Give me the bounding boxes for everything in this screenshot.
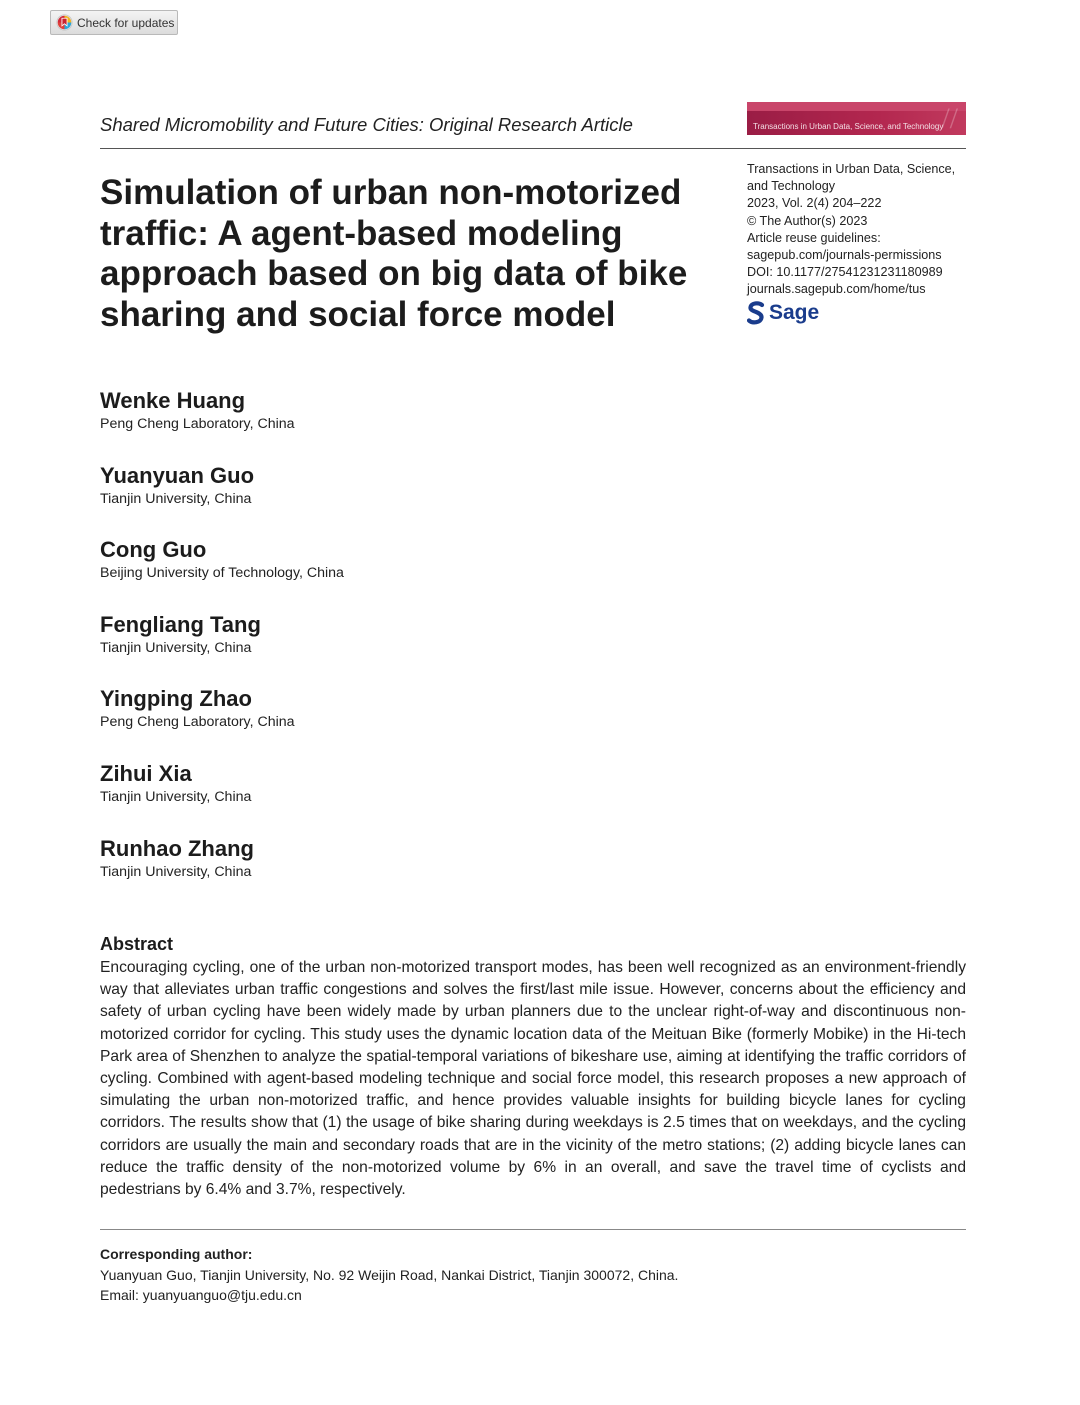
publisher-logo (747, 301, 819, 325)
journal-banner (747, 102, 966, 135)
author-name: Runhao Zhang (100, 835, 254, 861)
banner-decoration: // (941, 102, 958, 135)
author-affiliation: Peng Cheng Laboratory, China (100, 416, 295, 432)
header-divider (100, 148, 966, 149)
meta-volume: 2023, Vol. 2(4) 204–222 (747, 196, 882, 211)
publisher-name: Sage (769, 301, 820, 324)
meta-journal-line-2: and Technology (747, 179, 835, 194)
meta-permissions-link[interactable]: sagepub.com/journals-permissions (747, 248, 942, 263)
footer-divider (100, 1229, 966, 1230)
journal-banner-text: Transactions in Urban Data, Science, and Technology (753, 122, 944, 131)
author-affiliation: Tianjin University, China (100, 863, 252, 880)
meta-doi[interactable]: DOI: 10.1177/27541231231180989 (747, 265, 943, 280)
author-name: Wenke Huang (100, 388, 246, 413)
meta-reuse-label: Article reuse guidelines: (747, 230, 881, 245)
author-list (100, 387, 700, 909)
author-name: Zihui Xia (100, 760, 192, 786)
meta-journal-line-1: Transactions in Urban Data, Science, (747, 162, 956, 176)
author-item (100, 685, 700, 760)
author-item (100, 835, 700, 910)
author-item (100, 760, 700, 835)
author-affiliation: Peng Cheng Laboratory, China (100, 714, 295, 731)
author-affiliation: Tianjin University, China (100, 788, 252, 805)
article-section-label: Shared Micromobility and Future Cities: Original Research Article (100, 114, 633, 135)
corresponding-address: Yuanyuan Guo, Tianjin University, No. 92 Weijin Road, Nankai District, Tianjin 300072, China. (100, 1266, 679, 1283)
meta-journal-url[interactable]: journals.sagepub.com/home/tus (747, 282, 926, 297)
author-name: Cong Guo (100, 537, 207, 563)
corresponding-author (100, 1244, 966, 1306)
corresponding-heading: Corresponding author: (100, 1246, 253, 1262)
check-for-updates-label: Check for updates (77, 15, 175, 30)
author-item (100, 611, 700, 686)
abstract-body: Encouraging cycling, one of the urban non-motorized transport modes, has been well recognized as an environment-friendly way that alleviates urban traffic congestions and solves the first/last mile issue. However, concerns about the efficiency and safety of urban cycling have been widely made by urban planners due to the unclear right-of-way and discontinuous non-motorized corridor for cycling. This study uses the dynamic location data of the Meituan Bike (formerly Mobike) in the Hi-tech Park area of Shenzhen to analyze the spatial-temporal variations of bikeshare use, aiming at identifying the traffic corridors of cycling. Combined with agent-based modeling technique and social force model, this research proposes a new approach of simulating the urban non-motorized traffic, and hence provides valuable insights for building bicycle lanes for cycling corridors. The results show that (1) the usage of bike sharing during weekdays is 2.5 times that on weekdays, and the cycling corridors are usually the main and secondary roads that are in the vicinity of the metro stations; (2) adding bicycle lanes can reduce the traffic density of the non-motorized volume by 6% in an overall, and save the travel time of cyclists and pedestrians by 6.4% and 3.7%, respectively. (100, 959, 966, 1199)
crossmark-icon (56, 14, 73, 31)
author-affiliation: Tianjin University, China (100, 490, 252, 507)
article-title: Simulation of urban non-motorized traffic: A agent-based modeling approach based on big data of bike sharing and social force model (100, 173, 688, 334)
author-item (100, 536, 700, 611)
author-item (100, 462, 700, 537)
check-for-updates-button[interactable] (50, 10, 178, 35)
article-metadata (747, 161, 977, 299)
sage-s-icon (747, 301, 765, 325)
meta-copyright: © The Author(s) 2023 (747, 213, 868, 228)
banner-top-band (747, 102, 966, 111)
author-affiliation: Tianjin University, China (100, 639, 252, 656)
corresponding-email[interactable]: Email: yuanyuanguo@tju.edu.cn (100, 1287, 302, 1303)
author-name: Fengliang Tang (100, 611, 261, 637)
abstract-heading: Abstract (100, 934, 174, 954)
author-item (100, 387, 700, 462)
author-name: Yingping Zhao (100, 686, 252, 712)
author-name: Yuanyuan Guo (100, 462, 255, 488)
author-affiliation: Beijing University of Technology, China (100, 565, 344, 582)
